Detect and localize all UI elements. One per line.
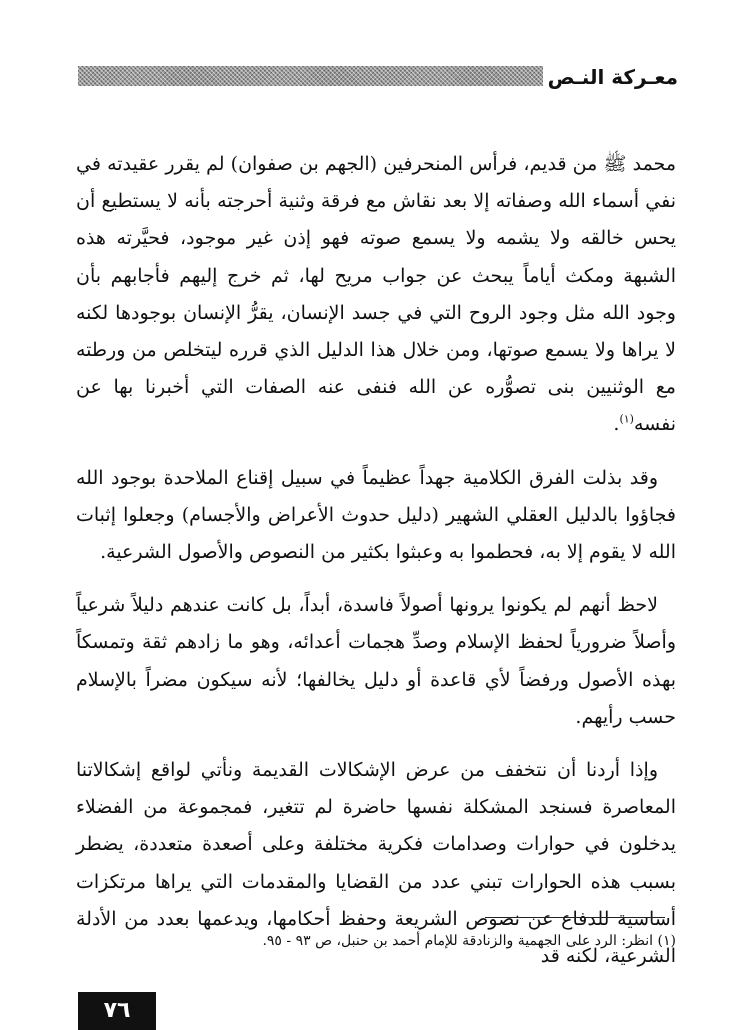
footnote-reference: (١)	[619, 413, 634, 427]
paragraph-1-text: محمد ﷺ من قديم، فرأس المنحرفين (الجهم بن صفوان) لم يقرر عقيدته في نفي أسماء الله وصفاته إلا بعد نقاش مع فرقة وثنية أحرجته بأنه لا يستطيع أن يحس خالقه ولا يشمه ولا يسمع صوته فهو إذن غير موجود، فحيَّرته هذه الشبهة ومكث أياماً يبحث عن جواب مريح لها، ثم خرج إليهم فأجابهم بأن وجود الله مثل وجود الروح التي في جسد الإنسان، يقرُّ الإنسان بوجودها لكنه لا يراها ولا يسمع صوتها، ومن خلال هذا الدليل الذي قرره ليتخلص من ورطته مع الوثنيين بنى تصوُّره عن الله فنفى عنه الصفات التي أخبرنا بها عن نفسه	[76, 153, 676, 436]
paragraph-4: وإذا أردنا أن نتخفف من عرض الإشكالات القديمة ونأتي لواقع إشكالاتنا المعاصرة فسنجد المشكلة نفسها حاضرة لم تتغير، فمجموعة من الفضلاء يدخلون في حوارات وصدامات فكرية مختلفة وعلى أصعدة متعددة، يضطر بسبب هذه الحوارات تبني عدد من القضايا والمقدمات التي يراها مرتكزات أساسية للدفاع عن نصوص الشريعة وحفظ أحكامها، ويدعمها بعدد من الأدلة الشرعية، لكنه قد	[76, 759, 676, 968]
page-number: ٧٦	[78, 992, 156, 1030]
header-decorative-band	[78, 66, 543, 86]
footnote: (١) انظر: الرد على الجهمية والزنادقة للإمام أحمد بن حنبل، ص ٩٣ - ٩٥.	[262, 933, 676, 949]
paragraph-1	[76, 146, 676, 444]
paragraph-2: وقد بذلت الفرق الكلامية جهداً عظيماً في سبيل إقناع الملاحدة بوجود الله فجاؤوا بالدليل العقلي الشهير (دليل حدوث الأعراض والأجسام) وجعلوا إثبات الله لا يقوم إلا به، فحطموا به وعبثوا بكثير من النصوص والأصول الشرعية.	[76, 466, 676, 564]
body-text	[76, 146, 676, 975]
paragraph-3: لاحظ أنهم لم يكونوا يرونها أصولاً فاسدة، أبداً، بل كانت عندهم دليلاً شرعياً وأصلاً ضرورياً لحفظ الإسلام وصدِّ هجمات أعدائه، وهو ما زادهم ثقة وتمسكاً بهذه الأصول ورفضاً لأي قاعدة أو دليل يخالفها؛ لأنه سيكون مضراً بالإسلام حسب رأيهم.	[76, 594, 676, 728]
running-header	[78, 62, 678, 92]
paragraph-1-tail: .	[613, 413, 620, 436]
footnote-separator	[485, 917, 665, 918]
header-title: معـركة النـص	[547, 65, 678, 89]
